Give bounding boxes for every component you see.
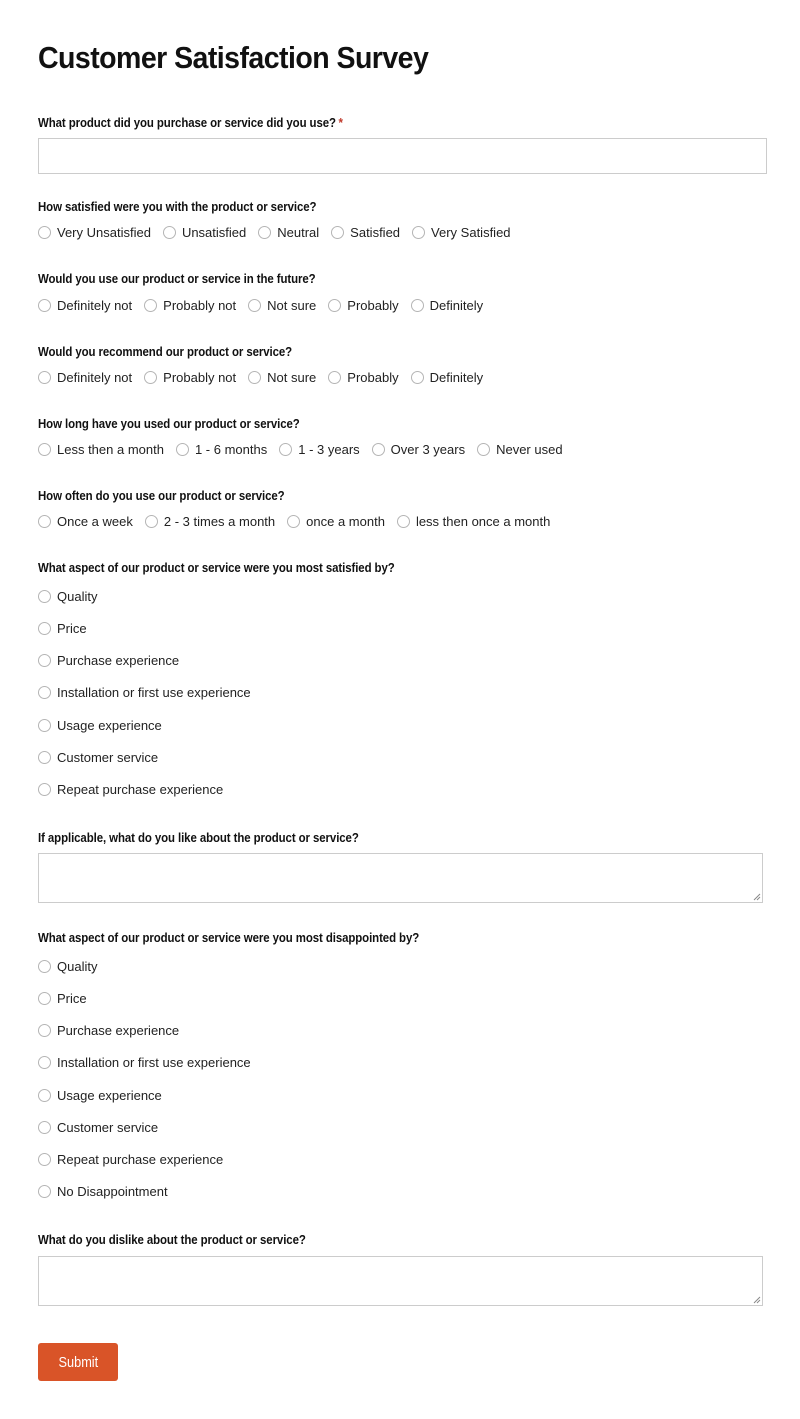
submit-label: Submit xyxy=(58,1353,98,1371)
question-dislikes xyxy=(38,1231,763,1249)
question-label: How satisfied were you with the product or service? xyxy=(38,199,317,214)
question-label: How long have you used our product or service? xyxy=(38,416,300,431)
radio-never-used[interactable]: Never used xyxy=(477,442,562,457)
question-label: How often do you use our product or service? xyxy=(38,488,285,503)
usage-frequency-options xyxy=(38,512,763,530)
radio-circle-icon[interactable] xyxy=(38,515,51,528)
radio-unsatisfied[interactable]: Unsatisfied xyxy=(163,225,246,240)
dislikes-textarea[interactable] xyxy=(38,1256,763,1306)
radio-circle-icon[interactable] xyxy=(258,226,271,239)
radio-repeat-purchase[interactable]: Repeat purchase experience xyxy=(38,1150,223,1168)
radio-no-disappointment[interactable]: No Disappointment xyxy=(38,1182,168,1200)
radio-circle-icon[interactable] xyxy=(38,1056,51,1069)
question-most-satisfied xyxy=(38,559,763,577)
question-label: Would you use our product or service in the future? xyxy=(38,271,316,286)
question-recommend xyxy=(38,343,763,361)
radio-installation-experience[interactable]: Installation or first use experience xyxy=(38,1053,251,1071)
resize-handle-icon[interactable] xyxy=(753,1296,761,1304)
radio-circle-icon[interactable] xyxy=(38,443,51,456)
radio-neutral[interactable]: Neutral xyxy=(258,225,319,240)
radio-satisfied[interactable]: Satisfied xyxy=(331,225,400,240)
radio-circle-icon[interactable] xyxy=(38,622,51,635)
question-label: What aspect of our product or service were you most satisfied by? xyxy=(38,560,395,575)
required-asterisk: * xyxy=(338,115,343,130)
radio-circle-icon[interactable] xyxy=(163,226,176,239)
submit-button[interactable] xyxy=(38,1343,118,1381)
radio-circle-icon[interactable] xyxy=(38,719,51,732)
radio-circle-icon[interactable] xyxy=(144,299,157,312)
radio-circle-icon[interactable] xyxy=(38,1153,51,1166)
question-satisfaction xyxy=(38,198,763,216)
radio-circle-icon[interactable] xyxy=(411,299,424,312)
radio-very-satisfied[interactable]: Very Satisfied xyxy=(412,225,511,240)
radio-circle-icon[interactable] xyxy=(38,1185,51,1198)
radio-customer-service[interactable]: Customer service xyxy=(38,1118,158,1136)
radio-circle-icon[interactable] xyxy=(38,751,51,764)
radio-circle-icon[interactable] xyxy=(328,299,341,312)
radio-circle-icon[interactable] xyxy=(372,443,385,456)
page-title: Customer Satisfaction Survey xyxy=(38,40,429,75)
radio-circle-icon[interactable] xyxy=(176,443,189,456)
radio-price[interactable]: Price xyxy=(38,989,87,1007)
likes-textarea[interactable] xyxy=(38,853,763,903)
radio-2-3-times-month[interactable]: 2 - 3 times a month xyxy=(145,514,275,529)
usage-duration-options xyxy=(38,440,763,458)
radio-1-3-years[interactable]: 1 - 3 years xyxy=(279,442,359,457)
question-label: What do you dislike about the product or service? xyxy=(38,1232,306,1247)
question-most-disappointed xyxy=(38,929,763,947)
radio-circle-icon[interactable] xyxy=(38,590,51,603)
product-input[interactable] xyxy=(38,138,767,174)
radio-definitely-not[interactable]: Definitely not xyxy=(38,370,132,385)
radio-usage-experience[interactable]: Usage experience xyxy=(38,1086,162,1104)
future-use-options xyxy=(38,296,763,314)
radio-definitely[interactable]: Definitely xyxy=(411,298,483,313)
radio-probably-not[interactable]: Probably not xyxy=(144,370,236,385)
question-usage-duration xyxy=(38,415,763,433)
radio-over-3-years[interactable]: Over 3 years xyxy=(372,442,465,457)
radio-circle-icon[interactable] xyxy=(38,1089,51,1102)
radio-circle-icon[interactable] xyxy=(477,443,490,456)
radio-once-a-week[interactable]: Once a week xyxy=(38,514,133,529)
radio-circle-icon[interactable] xyxy=(38,226,51,239)
radio-definitely[interactable]: Definitely xyxy=(411,370,483,385)
radio-purchase-experience[interactable]: Purchase experience xyxy=(38,1021,179,1039)
radio-circle-icon[interactable] xyxy=(38,1121,51,1134)
question-label: If applicable, what do you like about the product or service? xyxy=(38,830,359,845)
radio-probably[interactable]: Probably xyxy=(328,298,398,313)
radio-circle-icon[interactable] xyxy=(411,371,424,384)
radio-less-than-month[interactable]: Less then a month xyxy=(38,442,164,457)
radio-circle-icon[interactable] xyxy=(38,654,51,667)
radio-customer-service[interactable]: Customer service xyxy=(38,748,158,766)
radio-quality[interactable]: Quality xyxy=(38,957,97,975)
radio-circle-icon[interactable] xyxy=(248,371,261,384)
radio-circle-icon[interactable] xyxy=(38,992,51,1005)
radio-circle-icon[interactable] xyxy=(331,226,344,239)
radio-circle-icon[interactable] xyxy=(38,960,51,973)
radio-repeat-purchase[interactable]: Repeat purchase experience xyxy=(38,780,223,798)
radio-once-a-month[interactable]: once a month xyxy=(287,514,385,529)
radio-circle-icon[interactable] xyxy=(248,299,261,312)
radio-1-6-months[interactable]: 1 - 6 months xyxy=(176,442,267,457)
radio-circle-icon[interactable] xyxy=(38,1024,51,1037)
radio-circle-icon[interactable] xyxy=(397,515,410,528)
radio-purchase-experience[interactable]: Purchase experience xyxy=(38,651,179,669)
radio-quality[interactable]: Quality xyxy=(38,587,97,605)
radio-circle-icon[interactable] xyxy=(328,371,341,384)
radio-circle-icon[interactable] xyxy=(38,686,51,699)
radio-less-than-once-month[interactable]: less then once a month xyxy=(397,514,550,529)
radio-circle-icon[interactable] xyxy=(287,515,300,528)
radio-not-sure[interactable]: Not sure xyxy=(248,298,316,313)
radio-circle-icon[interactable] xyxy=(38,371,51,384)
radio-definitely-not[interactable]: Definitely not xyxy=(38,298,132,313)
radio-circle-icon[interactable] xyxy=(145,515,158,528)
radio-circle-icon[interactable] xyxy=(144,371,157,384)
resize-handle-icon[interactable] xyxy=(753,893,761,901)
question-future-use xyxy=(38,270,763,288)
question-product xyxy=(38,114,763,132)
radio-price[interactable]: Price xyxy=(38,619,87,637)
radio-usage-experience[interactable]: Usage experience xyxy=(38,716,162,734)
question-label: What product did you purchase or service did you use? * xyxy=(38,115,343,130)
radio-circle-icon[interactable] xyxy=(279,443,292,456)
radio-probably-not[interactable]: Probably not xyxy=(144,298,236,313)
question-label: Would you recommend our product or service? xyxy=(38,344,293,359)
radio-circle-icon[interactable] xyxy=(412,226,425,239)
radio-not-sure[interactable]: Not sure xyxy=(248,370,316,385)
question-likes xyxy=(38,829,763,847)
satisfaction-options xyxy=(38,223,763,241)
question-usage-frequency xyxy=(38,487,763,505)
radio-installation-experience[interactable]: Installation or first use experience xyxy=(38,683,251,701)
radio-circle-icon[interactable] xyxy=(38,783,51,796)
radio-circle-icon[interactable] xyxy=(38,299,51,312)
question-label: What aspect of our product or service were you most disappointed by? xyxy=(38,930,420,945)
recommend-options xyxy=(38,368,763,386)
radio-probably[interactable]: Probably xyxy=(328,370,398,385)
radio-very-unsatisfied[interactable]: Very Unsatisfied xyxy=(38,225,151,240)
